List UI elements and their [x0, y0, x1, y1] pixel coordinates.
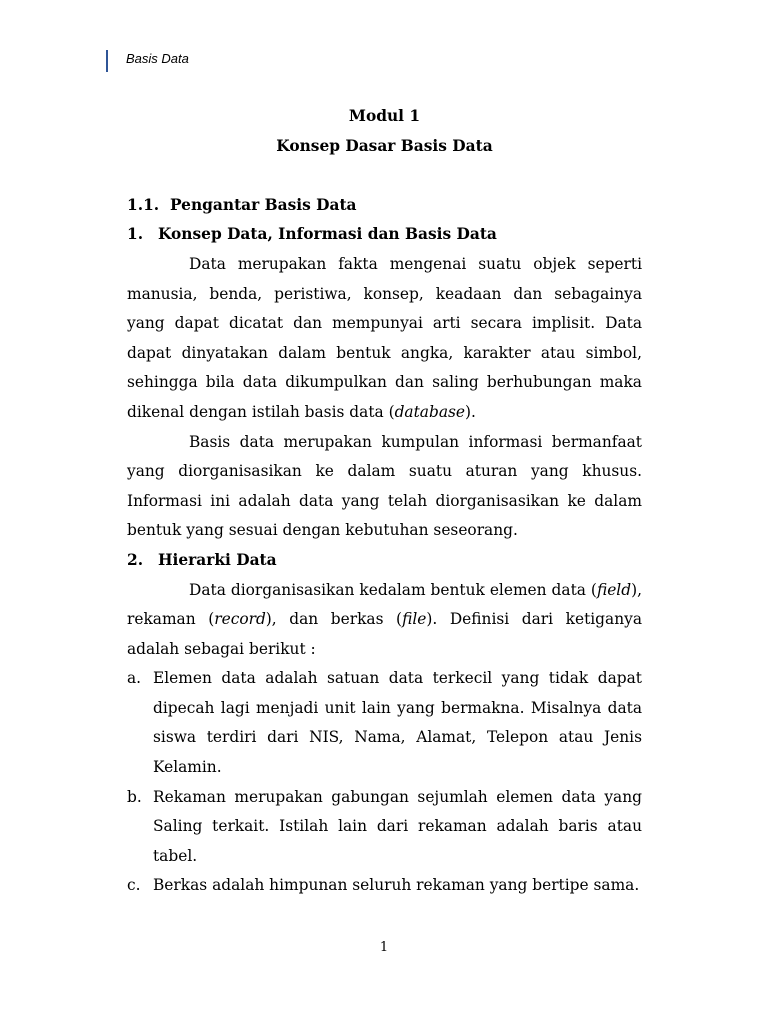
page-body — [127, 102, 642, 901]
list-item-text: Berkas adalah himpunan seluruh rekaman yang bertipe sama. — [153, 876, 640, 895]
list-item-text: Elemen data adalah satuan data terkecil yang tidak dapat dipecah lagi menjadi unit lain yang bermakna. Misalnya data siswa terdiri dari NIS, Nama, Alamat, Telepon atau Jenis Kelamin. — [153, 669, 642, 777]
page-number: 1 — [379, 940, 389, 955]
paragraph-basis-data: Basis data merupakan kumpulan informasi bermanfaat yang diorganisasikan ke dalam suatu aturan yang khusus. Informasi ini adalah data yang telah diorganisasikan ke dalam bentuk yang sesuai dengan kebutuhan seseorang. — [127, 432, 642, 540]
header-accent-bar — [106, 50, 108, 72]
paragraph-text: Data merupakan fakta mengenai suatu objek seperti manusia, benda, peristiwa, konsep, keadaan dan sebagainya yang dapat dicatat dan mempunyai arti secara implisit. Data dapat dinyatakan dalam bentuk angka, karakter atau simbol, sehingga bila data dikumpulkan dan saling berhubungan maka dikenal dengan istilah basis data ( — [127, 254, 642, 421]
term-field: field — [596, 580, 632, 599]
section-heading — [127, 191, 642, 221]
running-header: Basis Data — [126, 51, 189, 66]
term-database: database — [394, 402, 466, 421]
paragraph-hierarchy-intro — [127, 576, 642, 665]
term-record: record — [214, 610, 266, 629]
paragraph-text: ). Definisi dari ketiganya adalah sebagai berikut : — [127, 610, 642, 658]
list-item — [127, 871, 642, 901]
list-marker: a. — [127, 669, 142, 688]
module-title: Konsep Dasar Basis Data — [276, 136, 493, 155]
subsection-number: 1. — [127, 225, 144, 244]
paragraph-text: ), dan berkas ( — [265, 610, 403, 629]
term-file: file — [402, 610, 427, 629]
paragraph-text: ). — [465, 402, 476, 421]
subsection-heading-2 — [127, 546, 642, 576]
list-item-text: Rekaman merupakan gabungan sejumlah elemen data yang Saling terkait. Istilah lain dari rekaman adalah baris atau tabel. — [153, 787, 642, 865]
subsection-title: Hierarki Data — [158, 550, 277, 569]
list-item — [127, 783, 642, 872]
list-item — [127, 664, 642, 782]
section-title: Pengantar Basis Data — [170, 195, 357, 214]
paragraph-data-definition — [127, 250, 642, 428]
section-number: 1.1. — [127, 195, 160, 214]
list-marker: b. — [127, 787, 142, 806]
list-marker: c. — [127, 876, 141, 895]
subsection-title: Konsep Data, Informasi dan Basis Data — [158, 225, 497, 244]
paragraph-text: Data diorganisasikan kedalam bentuk elemen data ( — [189, 580, 597, 599]
paragraph-text: ), rekaman ( — [127, 580, 642, 629]
subsection-heading-1 — [127, 220, 642, 250]
hierarchy-list — [127, 664, 642, 901]
spacer — [127, 161, 642, 191]
subsection-number: 2. — [127, 550, 144, 569]
module-label: Modul 1 — [348, 107, 421, 125]
